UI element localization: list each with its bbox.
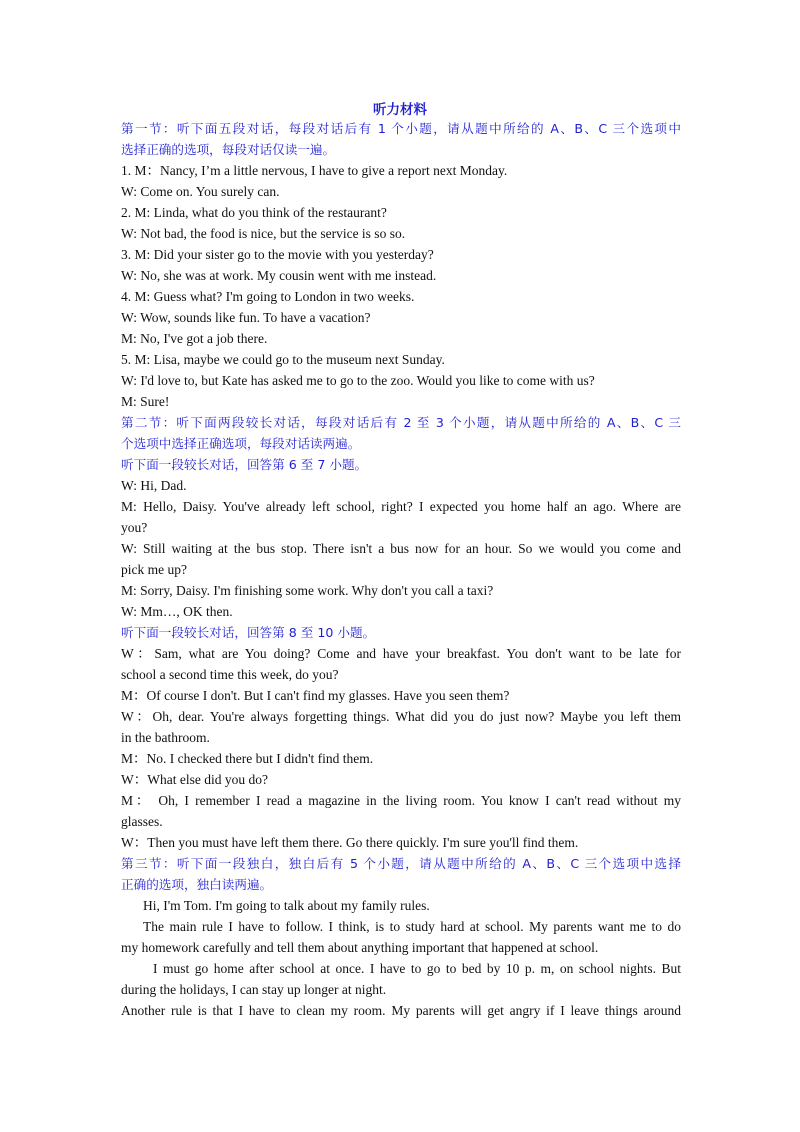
dialogue-line: W：Sam, what are You doing? Come and have your breakfast. You don't want to be late for	[121, 646, 681, 661]
dialogue-line: 5. M: Lisa, maybe we could go to the museum next Sunday.	[121, 352, 445, 367]
section-1-instruction: 第一节：听下面五段对话，每段对话后有 1 个小题，请从题中所给的 A、B、C 三个选项中	[121, 121, 681, 136]
dialogue-line: W: Come on. You surely can.	[121, 184, 280, 199]
dialogue-line: W：Then you must have left them there. Go there quickly. I'm sure you'll find them.	[121, 835, 579, 850]
subsection-instruction: 听下面一段较长对话，回答第 6 至 7 小题。	[121, 457, 368, 472]
dialogue-line: 4. M: Guess what? I'm going to London in two weeks.	[121, 289, 415, 304]
section-2-instruction: 第二节：听下面两段较长对话，每段对话后有 2 至 3 个小题，请从题中所给的 A、B、C 三	[121, 415, 681, 430]
dialogue-line: W: I'd love to, but Kate has asked me to go to the zoo. Would you like to come with us?	[121, 373, 595, 388]
monologue-line: Another rule is that I have to clean my room. My parents will get angry if I leave things around	[121, 1003, 681, 1018]
dialogue-line: M：Of course I don't. But I can't find my glasses. Have you seen them?	[121, 688, 510, 703]
subsection-instruction: 听下面一段较长对话，回答第 8 至 10 小题。	[121, 625, 376, 640]
dialogue-line: W: Wow, sounds like fun. To have a vacation?	[121, 310, 371, 325]
monologue-line: my homework carefully and tell them about anything important that happened at school.	[121, 940, 599, 955]
monologue-line: The main rule I have to follow. I think, is to study hard at school. My parents want me to do	[143, 919, 681, 934]
dialogue-line: you?	[121, 520, 148, 535]
section-3-instruction: 第三节：听下面一段独白，独白后有 5 个小题，请从题中所给的 A、B、C 三个选项中选择	[121, 856, 681, 871]
dialogue-line: W: Hi, Dad.	[121, 478, 187, 493]
dialogue-line: M： Oh, I remember I read a magazine in the living room. You know I can't read without my	[121, 793, 681, 808]
dialogue-line: W：Oh, dear. You're always forgetting things. What did you do just now? Maybe you left them	[121, 709, 681, 724]
dialogue-line: M: Sure!	[121, 394, 170, 409]
dialogue-line: W: Still waiting at the bus stop. There isn't a bus now for an hour. So we would you come and	[121, 541, 681, 556]
dialogue-line: M: Hello, Daisy. You've already left school, right? I expected you home half an ago. Where are	[121, 499, 681, 514]
section-3-instruction-cont: 正确的选项，独白读两遍。	[121, 877, 273, 892]
dialogue-line: 1. M：Nancy, I’m a little nervous, I have to give a report next Monday.	[121, 163, 508, 178]
dialogue-line: W: No, she was at work. My cousin went with me instead.	[121, 268, 437, 283]
section-2-instruction-cont: 个选项中选择正确选项，每段对话读两遍。	[121, 436, 361, 451]
dialogue-line: M: Sorry, Daisy. I'm finishing some work. Why don't you call a taxi?	[121, 583, 494, 598]
dialogue-line: M: No, I've got a job there.	[121, 331, 268, 346]
dialogue-line: W: Mm…, OK then.	[121, 604, 233, 619]
section-1-instruction-cont: 选择正确的选项，每段对话仅读一遍。	[121, 142, 336, 157]
monologue-line: I must go home after school at once. I have to go to bed by 10 p. m, on school nights. But	[153, 961, 681, 976]
page-title: 听力材料	[373, 102, 427, 118]
dialogue-line: 2. M: Linda, what do you think of the restaurant?	[121, 205, 387, 220]
monologue-line: Hi, I'm Tom. I'm going to talk about my family rules.	[143, 898, 430, 913]
dialogue-line: in the bathroom.	[121, 730, 210, 745]
dialogue-line: W：What else did you do?	[121, 772, 268, 787]
dialogue-line: school a second time this week, do you?	[121, 667, 339, 682]
dialogue-line: pick me up?	[121, 562, 187, 577]
dialogue-line: W: Not bad, the food is nice, but the service is so so.	[121, 226, 406, 241]
dialogue-line: 3. M: Did your sister go to the movie with you yesterday?	[121, 247, 434, 262]
dialogue-line: glasses.	[121, 814, 163, 829]
monologue-line: during the holidays, I can stay up longer at night.	[121, 982, 387, 997]
dialogue-line: M：No. I checked there but I didn't find them.	[121, 751, 374, 766]
